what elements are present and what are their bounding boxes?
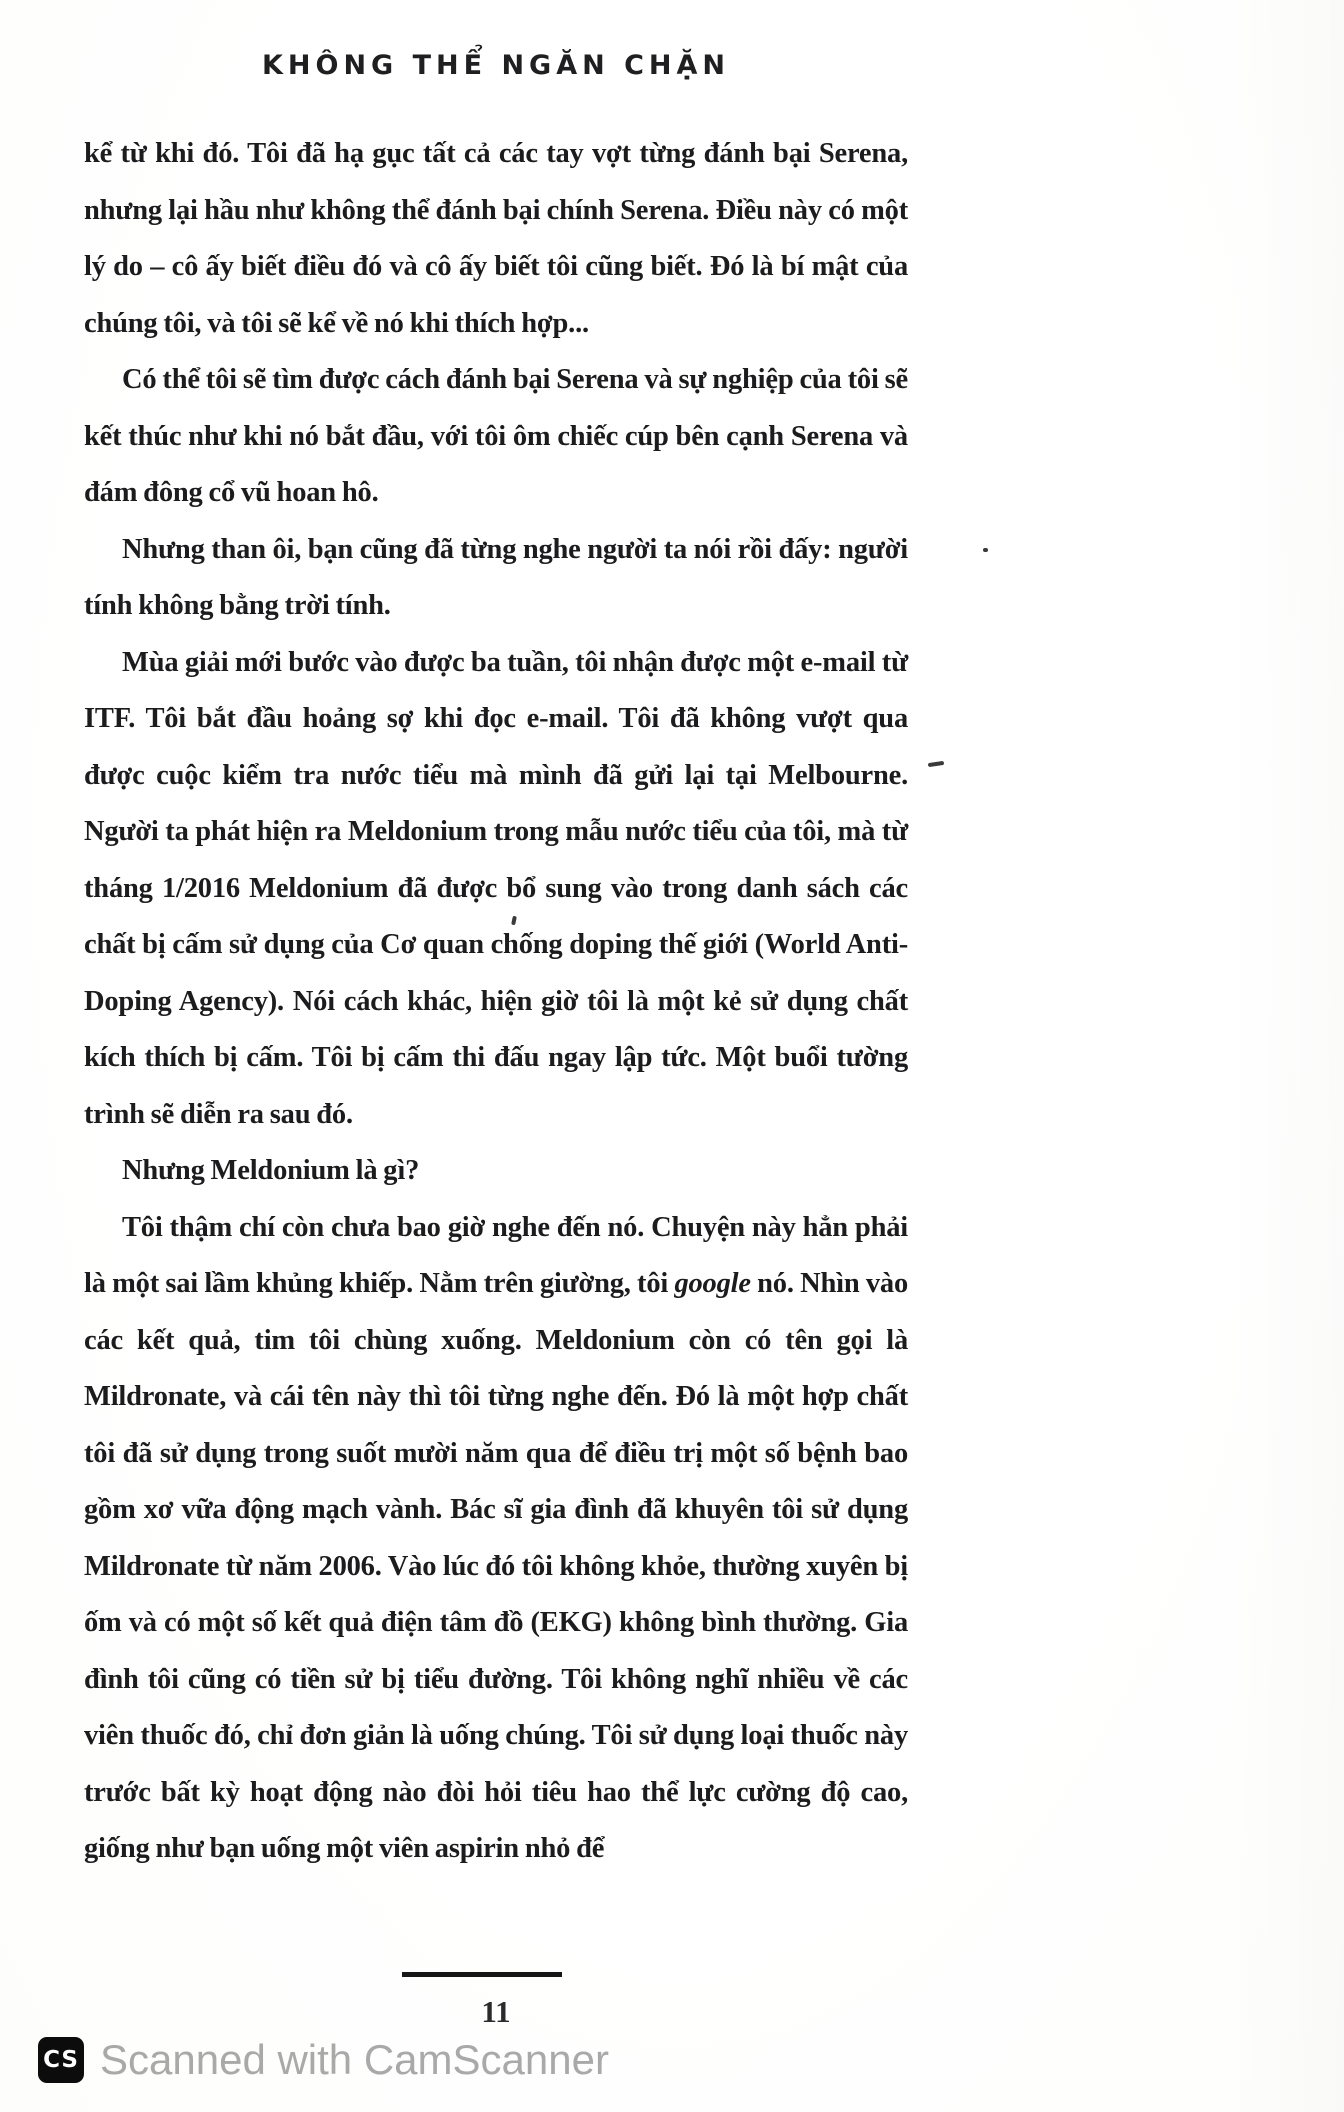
footer-rule xyxy=(402,1972,562,1977)
scan-artifact xyxy=(983,548,988,552)
scan-artifact xyxy=(928,761,944,767)
body-paragraph: Nhưng Meldonium là gì? xyxy=(122,1155,420,1186)
body-paragraph: Có thể tôi sẽ tìm được cách đánh bại Serena và sự nghiệp của tôi sẽ kết thúc như khi nó bắt đầu, với tôi ôm chiếc cúp bên cạnh Serena và đám đông cổ vũ hoan hô. xyxy=(84,364,908,508)
camscanner-watermark-label: Scanned with CamScanner xyxy=(100,2036,609,2083)
body-paragraph xyxy=(84,1200,908,1878)
body-paragraph: kể từ khi đó. Tôi đã hạ gục tất cả các tay vợt từng đánh bại Serena, nhưng lại hầu như không thể đánh bại chính Serena. Điều này có một lý do – cô ấy biết điều đó và cô ấy biết tôi cũng biết. Đó là bí mật của chúng tôi, và tôi sẽ kể về nó khi thích hợp... xyxy=(84,138,908,339)
body-paragraph: Nhưng than ôi, bạn cũng đã từng nghe người ta nói rồi đấy: người tính không bằng trời tính. xyxy=(84,533,908,621)
body-paragraph: Mùa giải mới bước vào được ba tuần, tôi nhận được một e-mail từ ITF. Tôi bắt đầu hoảng sợ khi đọc e-mail. Tôi đã không vượt qua được cuộc kiểm tra nước tiểu mà mình đã gửi lại tại Melbourne. Người ta phát hiện ra Meldonium trong mẫu nước tiểu của tôi, mà từ tháng 1/2016 Meldonium đã được bổ sung vào trong danh sách các chất bị cấm sử dụng của Cơ quan chống doping thế giới (World Anti-Doping Agency). Nói cách khác, hiện giờ tôi là một kẻ sử dụng chất kích thích bị cấm. Tôi bị cấm thi đấu ngay lập tức. Một buổi tường trình sẽ diễn ra sau đó. xyxy=(84,646,908,1130)
body-text-block xyxy=(84,126,908,1878)
running-header-title: KHÔNG THỂ NGĂN CHẶN xyxy=(261,50,731,81)
camscanner-logo-icon: CS xyxy=(38,2037,84,2083)
page-number: 11 xyxy=(481,1994,511,2029)
scan-shading xyxy=(1224,0,1344,2112)
italicized-word: google xyxy=(674,1268,751,1299)
paragraph-text: nó. Nhìn vào các kết quả, tim tôi chùng xuống. Meldonium còn có tên gọi là Mildronate, và cái tên này thì tôi từng nghe đến. Đó là một hợp chất tôi đã sử dụng trong suốt mười năm qua để điều trị một số bệnh bao gồm xơ vữa động mạch vành. Bác sĩ gia đình đã khuyên tôi sử dụng Mildronate từ năm 2006. Vào lúc đó tôi không khỏe, thường xuyên bị ốm và có một số kết quả điện tâm đồ (EKG) không bình thường. Gia đình tôi cũng có tiền sử bị tiểu đường. Tôi không nghĩ nhiều về các viên thuốc đó, chỉ đơn giản là uống chúng. Tôi sử dụng loại thuốc này trước bất kỳ hoạt động nào đòi hỏi tiêu hao thể lực cường độ cao, giống như bạn uống một viên aspirin nhỏ để xyxy=(84,1268,909,1864)
paragraph-text: Tôi thậm chí còn chưa bao giờ nghe đến nó. Chuyện này hẳn phải là một sai lầm khủng khiếp. Nằm trên giường, tôi xyxy=(84,1211,908,1299)
camscanner-watermark xyxy=(38,2036,609,2084)
